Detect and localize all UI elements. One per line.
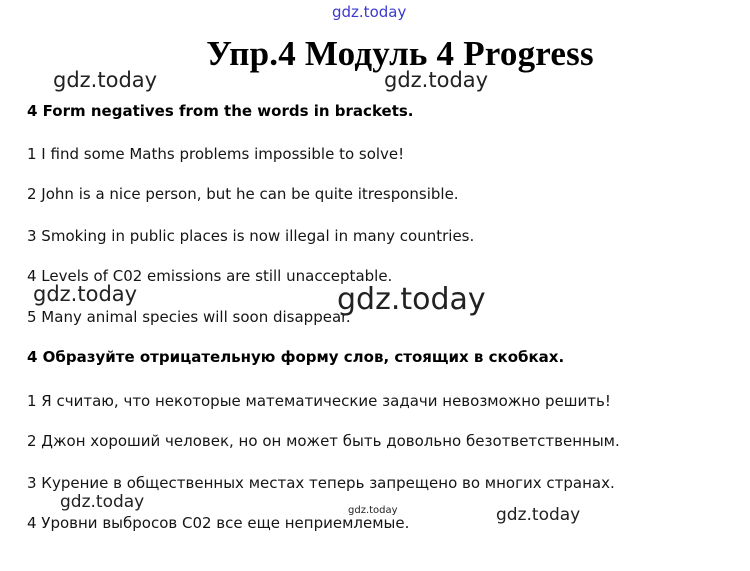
page-title: Упр.4 Модуль 4 Progress xyxy=(206,34,594,73)
english-sentence-4: 4 Levels of C02 emissions are still unacceptable. xyxy=(27,267,393,285)
english-sentence-1: 1 I find some Maths problems impossible to solve! xyxy=(27,145,405,163)
russian-sentence-4: 4 Уровни выбросов С02 все еще неприемлемые. xyxy=(27,514,410,532)
watermark-large: gdz.today xyxy=(337,282,486,317)
russian-task-heading: 4 Образуйте отрицательную форму слов, стоящих в скобках. xyxy=(27,348,565,366)
english-sentence-5: 5 Many animal species will soon disappear. xyxy=(27,308,351,326)
russian-sentence-2: 2 Джон хороший человек, но он может быть довольно безответственным. xyxy=(27,432,620,450)
russian-sentence-3: 3 Курение в общественных местах теперь запрещено во многих странах. xyxy=(27,474,615,492)
watermark: gdz.today xyxy=(33,282,138,306)
english-sentence-3: 3 Smoking in public places is now illegal in many countries. xyxy=(27,227,475,245)
english-task-heading: 4 Form negatives from the words in brackets. xyxy=(27,102,414,120)
watermark-top: gdz.today xyxy=(332,3,407,21)
watermark: gdz.today xyxy=(384,68,489,92)
watermark-small: gdz.today xyxy=(348,505,398,516)
russian-sentence-1: 1 Я считаю, что некоторые математические задачи невозможно решить! xyxy=(27,392,611,410)
watermark: gdz.today xyxy=(60,492,145,512)
english-sentence-2: 2 John is a nice person, but he can be quite itresponsible. xyxy=(27,185,459,203)
watermark: gdz.today xyxy=(53,68,158,92)
watermark: gdz.today xyxy=(496,505,581,525)
